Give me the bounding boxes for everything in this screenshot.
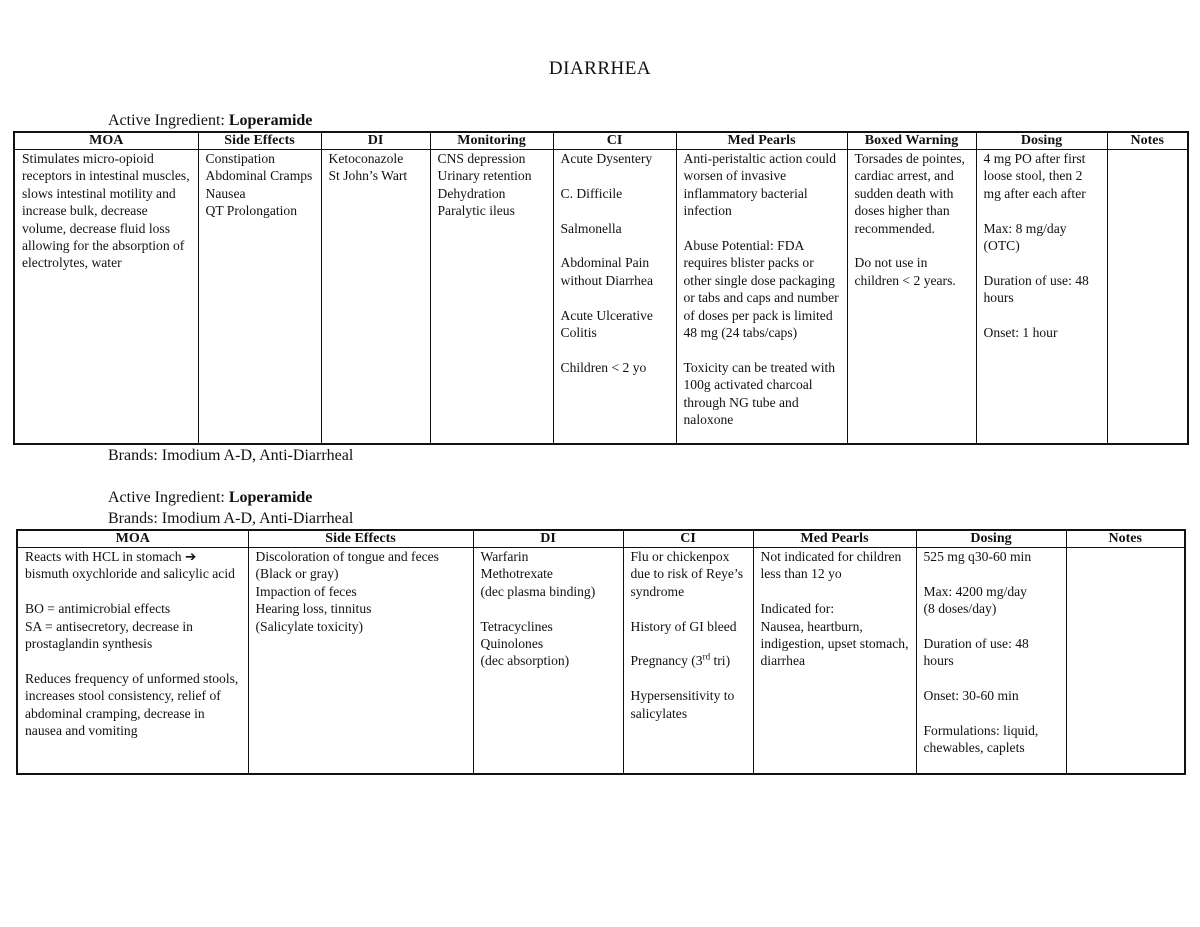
ci-text: Flu or chickenpox due to risk of Reye’s syndrome History of GI bleed Pregnancy (3 (630, 549, 744, 669)
cell-notes (1066, 548, 1185, 775)
cell-side-effects: Discoloration of tongue and feces (Black or gray) Impaction of feces Hearing loss, tinnitus (Salicylate toxicity) (248, 548, 473, 775)
header-notes: Notes (1066, 530, 1185, 548)
cell-dosing: 4 mg PO after first loose stool, then 2 mg after each after Max: 8 mg/day (OTC) Duration of use: 48 hours Onset: 1 hour (976, 150, 1107, 445)
moa-text: Reacts with HCL in stomach (25, 549, 185, 564)
table-row (17, 548, 1185, 775)
header-dosing: Dosing (916, 530, 1066, 548)
active-ingredient-prefix: Active Ingredient: (108, 489, 229, 506)
header-side-effects: Side Effects (248, 530, 473, 548)
header-moa: MOA (17, 530, 248, 548)
active-ingredient-label-1 (108, 112, 312, 130)
brands-label-1: Brands: Imodium A-D, Anti-Diarrheal (108, 447, 354, 464)
cell-ci (623, 548, 753, 775)
active-ingredient-label-2 (108, 489, 312, 507)
header-di: DI (473, 530, 623, 548)
active-ingredient-prefix: Active Ingredient: (108, 112, 229, 129)
header-side-effects: Side Effects (198, 132, 321, 150)
header-notes: Notes (1107, 132, 1188, 150)
drug-table-2 (16, 529, 1186, 775)
header-med-pearls: Med Pearls (676, 132, 847, 150)
active-ingredient-name: Loperamide (228, 489, 313, 506)
cell-med-pearls: Anti-peristaltic action could worsen of invasive inflammatory bacterial infection Abuse Potential: FDA requires blister packs or other single dose packaging or tabs and caps and number of doses per pack is limited 48 mg (24 tabs/caps) Toxicity can be treated with 100g activated charcoal through NG tube and naloxone (676, 150, 847, 445)
cell-med-pearls: Not indicated for children less than 12 yo Indicated for: Nausea, heartburn, indigestion, upset stomach, diarrhea (753, 548, 916, 775)
header-di: DI (321, 132, 430, 150)
header-med-pearls: Med Pearls (753, 530, 916, 548)
header-ci: CI (553, 132, 676, 150)
arrow-right-icon: ➔ (184, 549, 197, 564)
drug-table-1 (13, 131, 1189, 445)
moa-text-rest: bismuth oxychloride and salicylic acid BO = antimicrobial effects SA = antisecretory, decrease in prostaglandin synthesis Reduces frequency of unformed stools, increases stool consistency, relief of abdominal cramping, decrease in nausea and vomiting (25, 566, 239, 739)
header-boxed-warning: Boxed Warning (847, 132, 976, 150)
cell-moa (17, 548, 248, 775)
cell-dosing: 525 mg q30-60 min Max: 4200 mg/day (8 doses/day) Duration of use: 48 hours Onset: 30-60 min Formulations: liquid, chewables, caplets (916, 548, 1066, 775)
active-ingredient-name: Loperamide (228, 112, 313, 129)
cell-monitoring: CNS depression Urinary retention Dehydration Paralytic ileus (430, 150, 553, 445)
header-monitoring: Monitoring (430, 132, 553, 150)
page-title: DIARRHEA (548, 58, 652, 79)
cell-di: Warfarin Methotrexate (dec plasma binding) Tetracyclines Quinolones (dec absorption) (473, 548, 623, 775)
cell-side-effects: Constipation Abdominal Cramps Nausea QT Prolongation (198, 150, 321, 445)
brands-label-2: Brands: Imodium A-D, Anti-Diarrheal (108, 510, 354, 527)
cell-moa: Stimulates micro-opioid receptors in intestinal muscles, slows intestinal motility and increase bulk, decrease volume, decrease fluid loss allowing for the absorption of electrolytes, water (14, 150, 198, 445)
cell-boxed-warning: Torsades de pointes, cardiac arrest, and sudden death with doses higher than recommended. Do not use in children < 2 years. (847, 150, 976, 445)
header-moa: MOA (14, 132, 198, 150)
cell-ci: Acute Dysentery C. Difficile Salmonella Abdominal Pain without Diarrhea Acute Ulcerative Colitis Children < 2 yo (553, 150, 676, 445)
table-row (14, 150, 1188, 445)
cell-notes (1107, 150, 1188, 445)
header-dosing: Dosing (976, 132, 1107, 150)
table-header-row (14, 132, 1188, 150)
cell-di: Ketoconazole St John’s Wart (321, 150, 430, 445)
ci-text-rest: tri) Hypersensitivity to salicylates (630, 653, 735, 721)
ordinal-superscript: rd (702, 651, 711, 662)
table-header-row (17, 530, 1185, 548)
header-ci: CI (623, 530, 753, 548)
